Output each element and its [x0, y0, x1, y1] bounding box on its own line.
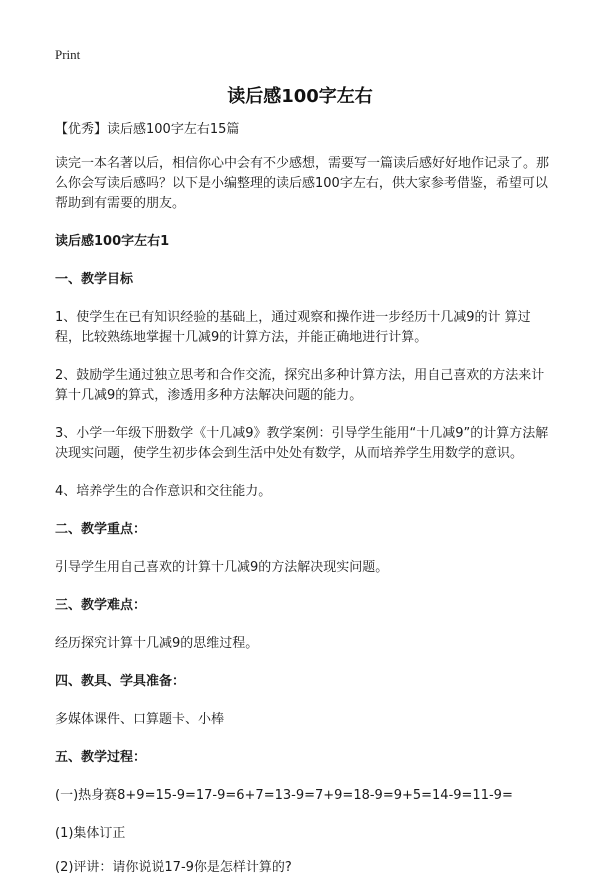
- print-link[interactable]: Print: [55, 47, 81, 62]
- materials-heading: 四、教具、学具准备：: [55, 674, 186, 689]
- goal-paragraph-3: 3、小学一年级下册数学《十几减9》教学案例：引导学生能用“十几减9”的计算方法解决现实问题，使学生初步体会到生活中处处有数学，从而培养学生用数学的意识。: [55, 426, 549, 461]
- document-subtitle: 【优秀】读后感100字左右15篇: [55, 122, 240, 137]
- key-points-heading: 二、教学重点：: [55, 522, 147, 537]
- difficulty-text: 经历探究计算十几减9的思维过程。: [55, 636, 259, 651]
- step-line-2: (2)评讲：请你说说17-9你是怎样计算的?: [55, 860, 292, 875]
- step-line-1: (1)集体订正: [55, 826, 126, 841]
- difficulty-heading: 三、教学难点：: [55, 598, 147, 613]
- goal-paragraph-1: 1、使学生在已有知识经验的基础上，通过观察和操作进一步经历十几减9的计 算过程，比较熟练地掌握十几减9的计算方法，并能正确地进行计算。: [55, 310, 531, 345]
- key-points-text: 引导学生用自己喜欢的计算十几减9的方法解决现实问题。: [55, 560, 389, 575]
- section-heading: 读后感100字左右1: [55, 234, 170, 249]
- goals-heading: 一、教学目标: [55, 272, 134, 287]
- materials-text: 多媒体课件、口算题卡、小棒: [55, 712, 225, 727]
- warmup-line: (一)热身赛8+9=15-9=17-9=6+7=13-9=7+9=18-9=9+5=14-9=11-9=: [55, 788, 513, 803]
- process-heading: 五、教学过程：: [55, 750, 147, 765]
- document-body: [55, 120, 553, 878]
- goal-paragraph-2: 2、鼓励学生通过独立思考和合作交流，探究出多种计算方法，用自己喜欢的方法来计算十几减9的算式，渗透用多种方法解决问题的能力。: [55, 368, 545, 403]
- intro-paragraph: 读完一本名著以后，相信你心中会有不少感想，需要写一篇读后感好好地作记录了。那么你会写读后感吗？以下是小编整理的读后感100字左右，供大家参考借鉴，希望可以帮助到有需要的朋友。: [55, 156, 550, 211]
- goal-paragraph-4: 4、培养学生的合作意识和交往能力。: [55, 484, 272, 499]
- document-title: 读后感100字左右: [227, 86, 373, 107]
